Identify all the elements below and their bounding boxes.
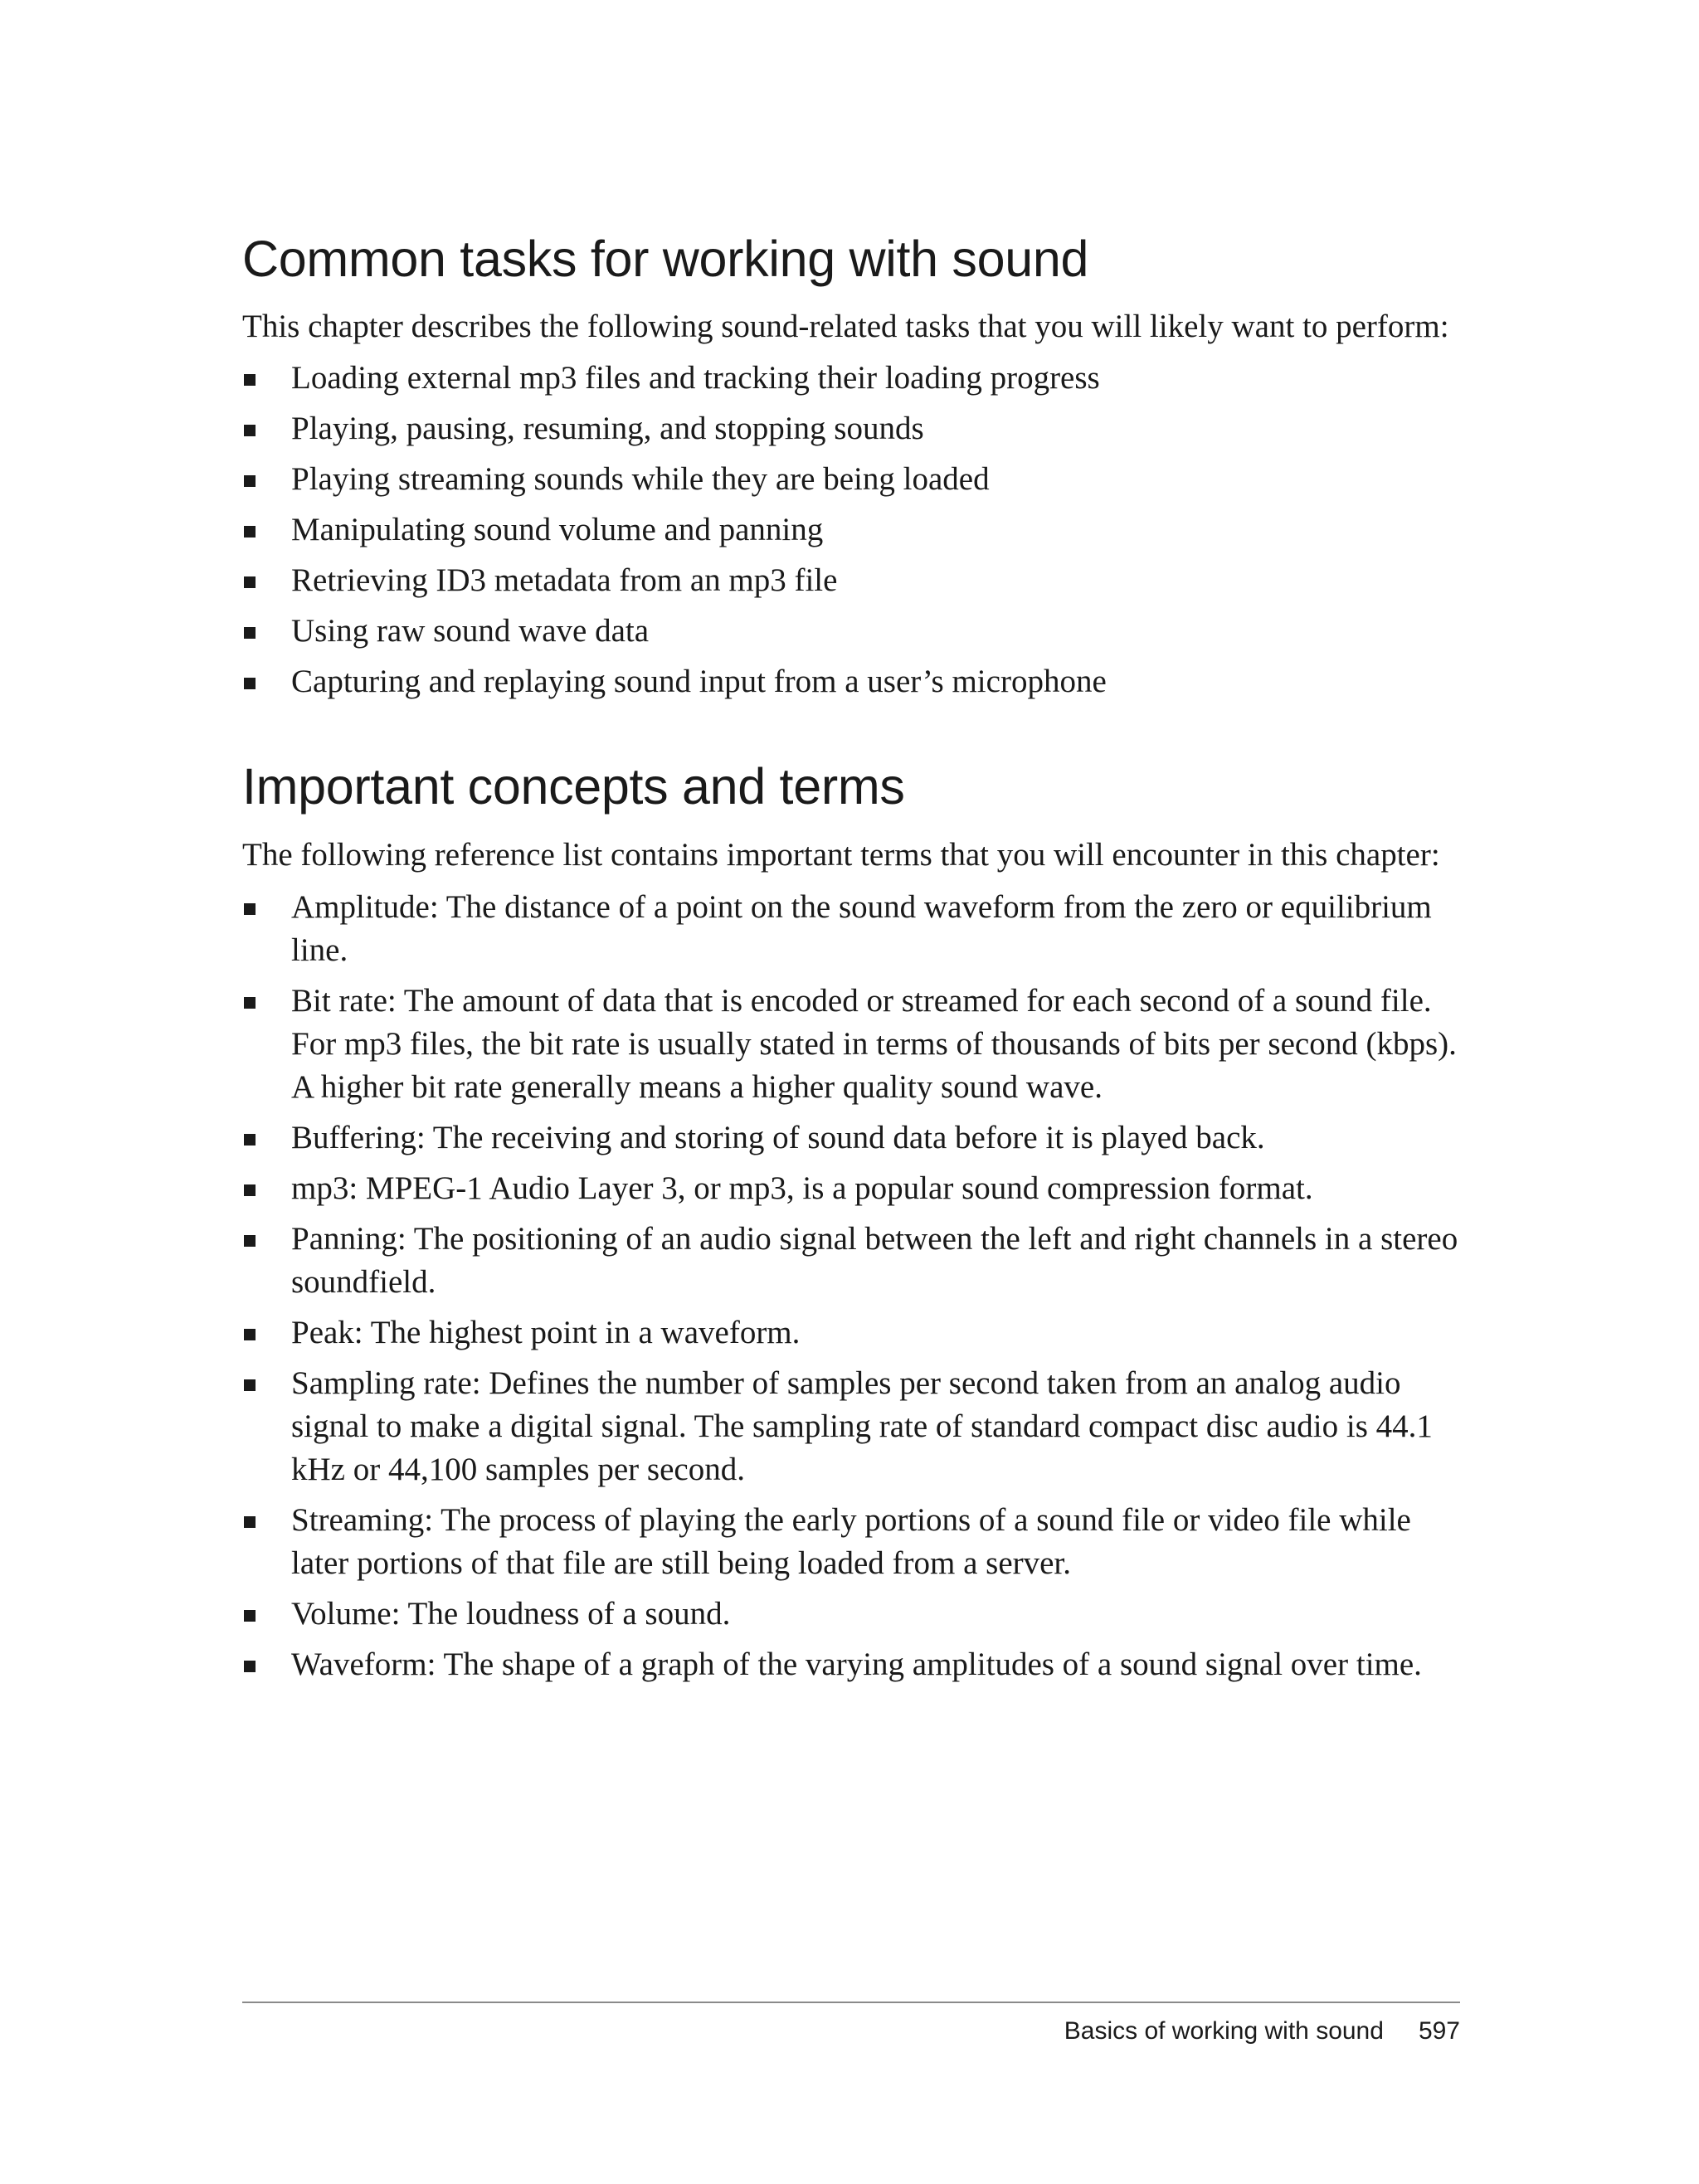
square-bullet-icon (244, 1379, 256, 1391)
list-item (242, 1311, 1460, 1355)
list-item (242, 660, 1460, 703)
square-bullet-icon (244, 576, 256, 588)
list-item (242, 407, 1460, 450)
page-footer (1064, 2017, 1460, 2045)
list-item-text: Peak: The highest point in a waveform. (291, 1315, 801, 1350)
list-item (242, 980, 1460, 1109)
square-bullet-icon (244, 1235, 256, 1247)
list-item-text: Buffering: The receiving and storing of sound data before it is played back. (291, 1120, 1265, 1155)
list-item (242, 357, 1460, 400)
square-bullet-icon (244, 1329, 256, 1340)
square-bullet-icon (244, 678, 256, 689)
list-item (242, 610, 1460, 653)
square-bullet-icon (244, 1516, 256, 1528)
section-intro-concepts-terms: The following reference list contains important terms that you will encounter in this chapter: (242, 837, 1440, 873)
square-bullet-icon (244, 1184, 256, 1196)
list-item-text: Loading external mp3 files and tracking their loading progress (291, 360, 1100, 396)
square-bullet-icon (244, 1134, 256, 1146)
list-item-text: Bit rate: The amount of data that is encoded or streamed for each second of a sound file. For mp3 files, the bit rate is usually stated in terms of thousands of bits per second (kbps). A higher bit rate generally means a higher quality sound wave. (291, 983, 1457, 1105)
list-item (242, 1499, 1460, 1585)
square-bullet-icon (244, 997, 256, 1009)
terms-list (242, 886, 1460, 1694)
square-bullet-icon (244, 1610, 256, 1622)
list-item-text: Waveform: The shape of a graph of the varying amplitudes of a sound signal over time. (291, 1647, 1422, 1682)
footer-running-title: Basics of working with sound (1064, 2017, 1384, 2045)
list-item (242, 1362, 1460, 1491)
list-item (242, 508, 1460, 552)
list-item-text: Retrieving ID3 metadata from an mp3 file (291, 562, 838, 598)
list-item (242, 1643, 1460, 1686)
list-item-text: mp3: MPEG-1 Audio Layer 3, or mp3, is a popular sound compression format. (291, 1170, 1313, 1206)
square-bullet-icon (244, 425, 256, 436)
square-bullet-icon (244, 526, 256, 537)
square-bullet-icon (244, 903, 256, 915)
list-item-text: Streaming: The process of playing the early portions of a sound file or video file while later portions of that file are still being loaded from a server. (291, 1502, 1411, 1581)
list-item (242, 458, 1460, 501)
document-page (242, 0, 1460, 2184)
square-bullet-icon (244, 374, 256, 386)
page-number: 597 (1418, 2017, 1460, 2045)
list-item (242, 1593, 1460, 1636)
list-item (242, 559, 1460, 602)
list-item-text: Panning: The positioning of an audio signal between the left and right channels in a stereo soundfield. (291, 1221, 1458, 1300)
list-item-text: Playing, pausing, resuming, and stopping sounds (291, 411, 924, 446)
footer-divider (242, 2002, 1460, 2003)
list-item-text: Manipulating sound volume and panning (291, 512, 824, 547)
section-intro-common-tasks: This chapter describes the following sound-related tasks that you will likely want to perform: (242, 309, 1449, 344)
list-item-text: Volume: The loudness of a sound. (291, 1596, 731, 1632)
list-item-text: Playing streaming sounds while they are being loaded (291, 461, 990, 497)
list-item (242, 1218, 1460, 1304)
square-bullet-icon (244, 1661, 256, 1672)
list-item-text: Amplitude: The distance of a point on the sound waveform from the zero or equilibrium line. (291, 889, 1432, 968)
task-list (242, 357, 1460, 711)
list-item-text: Capturing and replaying sound input from a user’s microphone (291, 664, 1107, 699)
square-bullet-icon (244, 627, 256, 639)
section-heading-concepts-terms: Important concepts and terms (242, 758, 905, 815)
section-heading-common-tasks: Common tasks for working with sound (242, 231, 1089, 287)
list-item-text: Using raw sound wave data (291, 613, 650, 649)
list-item (242, 1167, 1460, 1210)
list-item-text: Sampling rate: Defines the number of samples per second taken from an analog audio signal to make a digital signal. The sampling rate of standard compact disc audio is 44.1 kHz or 44,100 samples per second. (291, 1365, 1433, 1487)
list-item (242, 1116, 1460, 1160)
square-bullet-icon (244, 475, 256, 487)
list-item (242, 886, 1460, 972)
